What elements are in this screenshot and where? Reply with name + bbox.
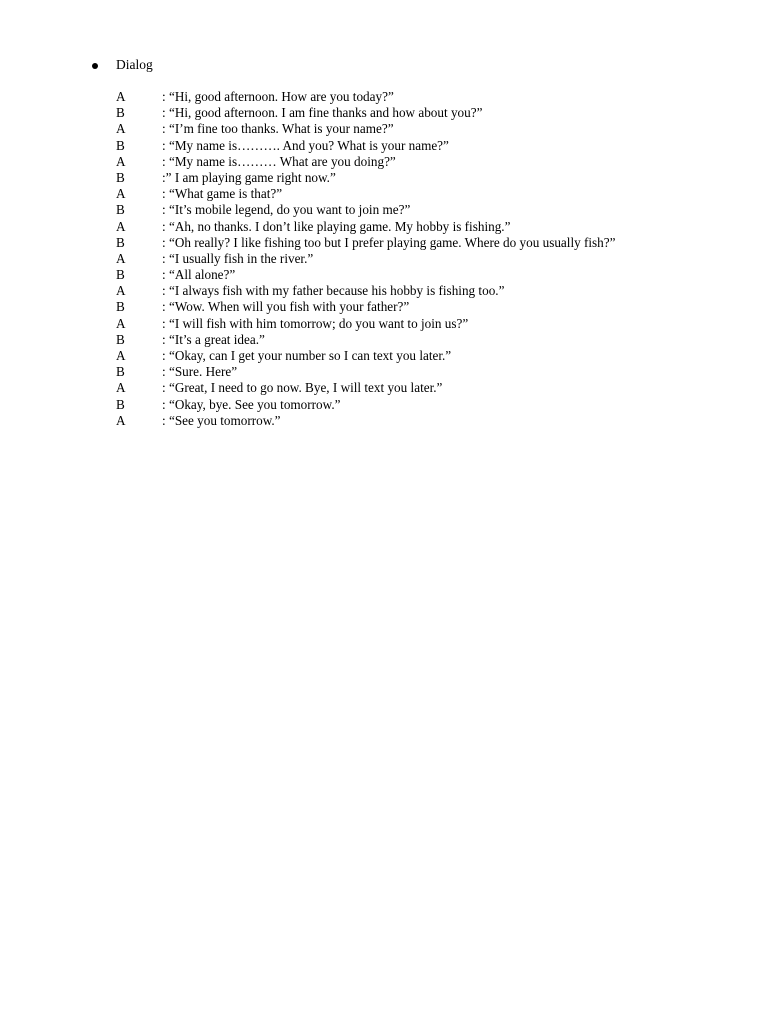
dialog-text: : “Oh really? I like fishing too but I prefer playing game. Where do you usually fish?” (162, 234, 616, 250)
dialog-text: : “It’s a great idea.” (162, 331, 265, 347)
dialog-line (116, 283, 746, 299)
dialog-line (116, 316, 746, 332)
speaker-label: B (116, 267, 125, 283)
dialog-line (116, 202, 746, 218)
dialog-text: : “My name is……… What are you doing?” (162, 153, 396, 169)
speaker-label: B (116, 169, 125, 185)
dialog-text: :” I am playing game right now.” (162, 169, 336, 185)
speaker-label: A (116, 348, 126, 363)
dialog-text: : “I will fish with him tomorrow; do you want to join us?” (162, 315, 469, 331)
dialog-line (116, 219, 746, 235)
dialog-text: : “See you tomorrow.” (162, 412, 281, 428)
dialog-line (116, 251, 746, 267)
dialog-line (116, 267, 746, 283)
speaker-label: B (116, 105, 125, 121)
speaker-label: B (116, 396, 125, 412)
dialog-line (116, 348, 746, 364)
speaker-label: B (116, 234, 125, 250)
speaker-label: A (116, 89, 126, 104)
dialog-text: : “It’s mobile legend, do you want to join me?” (162, 202, 411, 218)
dialog-heading (92, 56, 153, 74)
dialog-line (116, 299, 746, 315)
dialog-line (116, 235, 746, 251)
speaker-label: B (116, 331, 125, 347)
dialog-title: Dialog (116, 57, 153, 72)
speaker-label: A (116, 153, 126, 169)
dialog-line (116, 121, 746, 137)
dialog-text: : “I usually fish in the river.” (162, 250, 314, 266)
dialog-line (116, 380, 746, 396)
dialog-line (116, 397, 746, 413)
speaker-label: A (116, 121, 126, 137)
speaker-label: B (116, 202, 125, 218)
speaker-label: A (116, 380, 126, 396)
speaker-label: A (116, 218, 126, 234)
speaker-label: A (116, 250, 126, 266)
dialog-text: : “All alone?” (162, 267, 236, 283)
speaker-label: B (116, 364, 125, 380)
speaker-label: A (116, 283, 126, 299)
dialog-text: : “My name is………. And you? What is your name?” (162, 137, 449, 153)
speaker-label: A (116, 412, 126, 428)
dialog-line (116, 364, 746, 380)
dialog-text: : “Great, I need to go now. Bye, I will text you later.” (162, 380, 443, 396)
dialog-text: : “I’m fine too thanks. What is your name?” (162, 121, 394, 137)
dialog-text: : “What game is that?” (162, 186, 283, 202)
dialog-text: : “I always fish with my father because his hobby is fishing too.” (162, 283, 505, 299)
dialog-text: : “Okay, bye. See you tomorrow.” (162, 396, 341, 412)
dialog-line (116, 186, 746, 202)
dialog-line (116, 413, 746, 429)
dialog-line (116, 170, 746, 186)
dialog-text: : “Wow. When will you fish with your father?” (162, 299, 410, 315)
speaker-label: B (116, 137, 125, 153)
dialog-line (116, 332, 746, 348)
dialog-line (116, 105, 746, 121)
dialog-line (116, 138, 746, 154)
dialog-text: : “Okay, can I get your number so I can text you later.” (162, 348, 452, 363)
dialog-text: : “Sure. Here” (162, 364, 238, 380)
dialog-text: : “Hi, good afternoon. I am fine thanks and how about you?” (162, 105, 483, 121)
dialog-text: : “Ah, no thanks. I don’t like playing game. My hobby is fishing.” (162, 218, 511, 234)
dialog-line (116, 154, 746, 170)
speaker-label: A (116, 186, 126, 202)
dialog-text: : “Hi, good afternoon. How are you today?” (162, 89, 394, 104)
dialog-line (116, 89, 746, 105)
dialog-list (116, 89, 746, 429)
speaker-label: B (116, 299, 125, 315)
speaker-label: A (116, 315, 126, 331)
bullet-icon (92, 63, 98, 69)
